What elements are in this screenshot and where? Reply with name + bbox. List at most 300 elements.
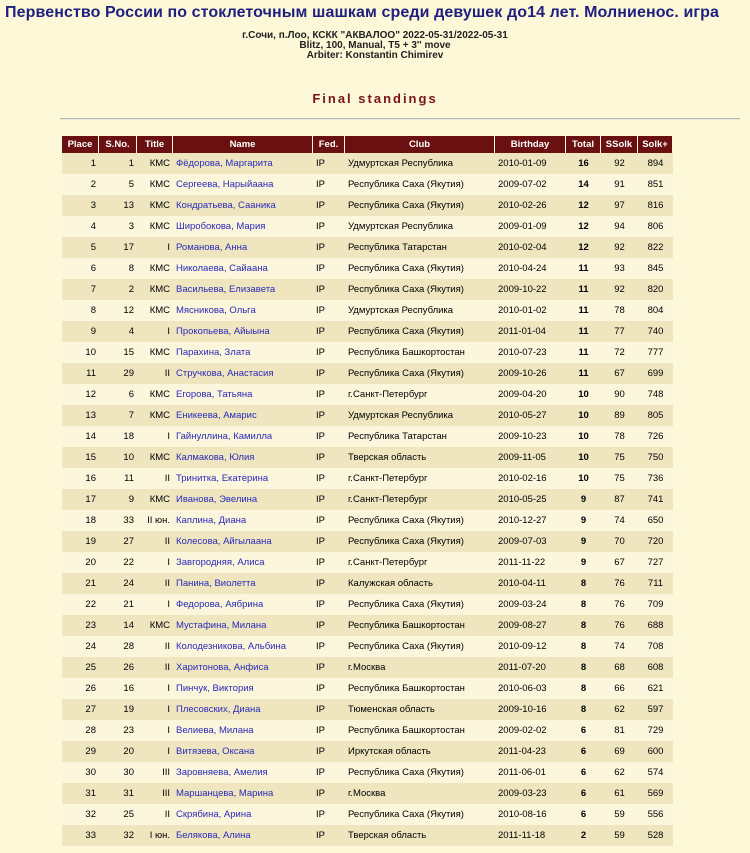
cell-solk-plus: 845 (638, 258, 673, 279)
cell-birthday: 2009-07-03 (495, 531, 566, 552)
cell-name (173, 195, 313, 216)
cell-solk-plus: 748 (638, 384, 673, 405)
cell-birthday: 2010-09-12 (495, 636, 566, 657)
location-line: г.Сочи, п.Лоо, КСКК "АКВАЛОО" 2022-05-31/2022-05-31 (242, 30, 508, 41)
section-heading: Final standings (312, 91, 438, 106)
cell-ssolk: 89 (601, 405, 638, 426)
table-row (62, 300, 673, 321)
cell-birthday: 2011-07-20 (495, 657, 566, 678)
col-birthday[interactable]: Birthday (495, 136, 566, 153)
cell-name (173, 174, 313, 195)
cell-club: Тюменская область (345, 699, 495, 720)
cell-fed: IP (313, 300, 345, 321)
player-name-link[interactable]: Николаева, Сайаана (176, 263, 268, 274)
cell-sno: 8 (99, 258, 137, 279)
cell-total: 8 (566, 678, 601, 699)
divider (60, 118, 740, 120)
cell-name (173, 741, 313, 762)
cell-solk-plus: 708 (638, 636, 673, 657)
cell-title: КМС (137, 216, 173, 237)
table-row (62, 657, 673, 678)
cell-place: 16 (62, 468, 99, 489)
cell-name (173, 531, 313, 552)
cell-club: Тверская область (345, 447, 495, 468)
cell-fed: IP (313, 594, 345, 615)
cell-club: Удмуртская Республика (345, 153, 495, 174)
cell-ssolk: 68 (601, 657, 638, 678)
cell-total: 12 (566, 237, 601, 258)
cell-title: II (137, 363, 173, 384)
cell-name (173, 237, 313, 258)
col-place[interactable]: Place (62, 136, 99, 153)
cell-ssolk: 78 (601, 426, 638, 447)
cell-title: КМС (137, 447, 173, 468)
cell-place: 10 (62, 342, 99, 363)
player-name-link[interactable]: Прокопьева, Айыына (176, 326, 270, 337)
player-name-link[interactable]: Заровняева, Амелия (176, 767, 268, 778)
cell-ssolk: 74 (601, 510, 638, 531)
cell-birthday: 2010-12-27 (495, 510, 566, 531)
cell-club: Удмуртская Республика (345, 216, 495, 237)
cell-fed: IP (313, 384, 345, 405)
cell-birthday: 2010-05-27 (495, 405, 566, 426)
cell-club: Республика Саха (Якутия) (345, 594, 495, 615)
col-sno[interactable]: S.No. (99, 136, 137, 153)
cell-title: КМС (137, 615, 173, 636)
cell-fed: IP (313, 573, 345, 594)
table-row (62, 468, 673, 489)
cell-birthday: 2010-01-09 (495, 153, 566, 174)
cell-solk-plus: 727 (638, 552, 673, 573)
cell-solk-plus: 608 (638, 657, 673, 678)
cell-title: II (137, 657, 173, 678)
cell-ssolk: 70 (601, 531, 638, 552)
cell-sno: 25 (99, 804, 137, 825)
player-name-link[interactable]: Белякова, Алина (176, 830, 251, 841)
cell-sno: 21 (99, 594, 137, 615)
player-name-link[interactable]: Егорова, Татьяна (176, 389, 253, 400)
cell-place: 32 (62, 804, 99, 825)
cell-title: II (137, 468, 173, 489)
cell-fed: IP (313, 258, 345, 279)
cell-total: 6 (566, 804, 601, 825)
cell-club: Республика Саха (Якутия) (345, 531, 495, 552)
cell-solk-plus: 740 (638, 321, 673, 342)
cell-fed: IP (313, 636, 345, 657)
player-name-link[interactable]: Васильева, Елизавета (176, 284, 276, 295)
table-row (62, 594, 673, 615)
cell-sno: 14 (99, 615, 137, 636)
cell-place: 24 (62, 636, 99, 657)
cell-birthday: 2010-04-11 (495, 573, 566, 594)
cell-title: I (137, 741, 173, 762)
cell-sno: 13 (99, 195, 137, 216)
cell-birthday: 2009-10-16 (495, 699, 566, 720)
cell-total: 8 (566, 636, 601, 657)
player-name-link[interactable]: Широбокова, Мария (176, 221, 266, 232)
cell-club: Республика Башкортостан (345, 678, 495, 699)
col-fed[interactable]: Fed. (313, 136, 345, 153)
cell-solk-plus: 805 (638, 405, 673, 426)
table-row (62, 699, 673, 720)
cell-club: Удмуртская Республика (345, 300, 495, 321)
table-row (62, 741, 673, 762)
cell-solk-plus: 709 (638, 594, 673, 615)
cell-fed: IP (313, 405, 345, 426)
cell-birthday: 2011-11-18 (495, 825, 566, 846)
cell-birthday: 2009-07-02 (495, 174, 566, 195)
cell-birthday: 2009-04-20 (495, 384, 566, 405)
player-name-link[interactable]: Романова, Анна (176, 242, 248, 253)
cell-name (173, 258, 313, 279)
cell-birthday: 2010-02-04 (495, 237, 566, 258)
cell-fed: IP (313, 468, 345, 489)
cell-ssolk: 92 (601, 237, 638, 258)
cell-birthday: 2009-03-24 (495, 594, 566, 615)
cell-ssolk: 72 (601, 342, 638, 363)
table-row (62, 363, 673, 384)
cell-birthday: 2009-08-27 (495, 615, 566, 636)
cell-birthday: 2011-01-04 (495, 321, 566, 342)
cell-birthday: 2010-01-02 (495, 300, 566, 321)
cell-ssolk: 81 (601, 720, 638, 741)
cell-ssolk: 75 (601, 447, 638, 468)
table-row (62, 237, 673, 258)
cell-sno: 16 (99, 678, 137, 699)
cell-place: 26 (62, 678, 99, 699)
cell-name (173, 615, 313, 636)
cell-fed: IP (313, 657, 345, 678)
cell-title: I (137, 426, 173, 447)
cell-total: 16 (566, 153, 601, 174)
cell-sno: 27 (99, 531, 137, 552)
player-name-link[interactable]: Тринитка, Екатерина (176, 473, 269, 484)
cell-club: Республика Татарстан (345, 426, 495, 447)
player-name-link[interactable]: Харитонова, Анфиса (176, 662, 269, 673)
cell-name (173, 552, 313, 573)
cell-total: 9 (566, 510, 601, 531)
cell-fed: IP (313, 426, 345, 447)
player-name-link[interactable]: Каплина, Диана (176, 515, 247, 526)
cell-title: III (137, 762, 173, 783)
player-name-link[interactable]: Пинчук, Виктория (176, 683, 254, 694)
cell-club: Республика Саха (Якутия) (345, 510, 495, 531)
cell-place: 21 (62, 573, 99, 594)
player-name-link[interactable]: Завгородняя, Алиса (176, 557, 265, 568)
cell-fed: IP (313, 153, 345, 174)
cell-sno: 6 (99, 384, 137, 405)
table-row (62, 258, 673, 279)
cell-total: 6 (566, 762, 601, 783)
cell-fed: IP (313, 216, 345, 237)
cell-place: 25 (62, 657, 99, 678)
cell-sno: 11 (99, 468, 137, 489)
cell-sno: 19 (99, 699, 137, 720)
cell-name (173, 363, 313, 384)
table-row (62, 426, 673, 447)
cell-ssolk: 67 (601, 552, 638, 573)
cell-total: 11 (566, 258, 601, 279)
cell-fed: IP (313, 678, 345, 699)
cell-place: 22 (62, 594, 99, 615)
cell-solk-plus: 822 (638, 237, 673, 258)
cell-sno: 17 (99, 237, 137, 258)
cell-title: I (137, 720, 173, 741)
player-name-link[interactable]: Парахина, Злата (176, 347, 251, 358)
cell-club: Республика Башкортостан (345, 342, 495, 363)
cell-title: I (137, 594, 173, 615)
cell-birthday: 2009-10-22 (495, 279, 566, 300)
player-name-link[interactable]: Колодезникова, Альбина (176, 641, 287, 652)
cell-solk-plus: 720 (638, 531, 673, 552)
cell-sno: 32 (99, 825, 137, 846)
cell-fed: IP (313, 783, 345, 804)
cell-solk-plus: 600 (638, 741, 673, 762)
cell-place: 3 (62, 195, 99, 216)
player-name-link[interactable]: Маршанцева, Марина (176, 788, 274, 799)
player-name-link[interactable]: Иванова, Эвелина (176, 494, 258, 505)
cell-title: КМС (137, 174, 173, 195)
cell-club: Республика Саха (Якутия) (345, 762, 495, 783)
cell-title: I (137, 552, 173, 573)
col-title[interactable]: Title (137, 136, 173, 153)
player-name-link[interactable]: Мустафина, Милана (176, 620, 267, 631)
cell-place: 30 (62, 762, 99, 783)
cell-ssolk: 92 (601, 153, 638, 174)
cell-birthday: 2009-10-26 (495, 363, 566, 384)
cell-fed: IP (313, 174, 345, 195)
table-row (62, 405, 673, 426)
cell-ssolk: 66 (601, 678, 638, 699)
cell-place: 4 (62, 216, 99, 237)
cell-club: г.Санкт-Петербург (345, 489, 495, 510)
cell-birthday: 2009-01-09 (495, 216, 566, 237)
cell-fed: IP (313, 804, 345, 825)
cell-birthday: 2010-05-25 (495, 489, 566, 510)
cell-name (173, 636, 313, 657)
player-name-link[interactable]: Еникеева, Амарис (176, 410, 257, 421)
cell-name (173, 510, 313, 531)
player-name-link[interactable]: Калмакова, Юлия (176, 452, 255, 463)
cell-sno: 24 (99, 573, 137, 594)
cell-title: I юн. (137, 825, 173, 846)
table-row (62, 762, 673, 783)
cell-name (173, 699, 313, 720)
cell-sno: 31 (99, 783, 137, 804)
cell-fed: IP (313, 741, 345, 762)
cell-place: 33 (62, 825, 99, 846)
cell-ssolk: 67 (601, 363, 638, 384)
cell-name (173, 321, 313, 342)
cell-title: III (137, 783, 173, 804)
cell-place: 12 (62, 384, 99, 405)
cell-place: 11 (62, 363, 99, 384)
player-name-link[interactable]: Плесовских, Диана (176, 704, 261, 715)
cell-title: II (137, 531, 173, 552)
cell-total: 12 (566, 216, 601, 237)
cell-place: 5 (62, 237, 99, 258)
cell-solk-plus: 597 (638, 699, 673, 720)
cell-title: КМС (137, 195, 173, 216)
cell-place: 31 (62, 783, 99, 804)
cell-place: 23 (62, 615, 99, 636)
table-row (62, 636, 673, 657)
cell-title: КМС (137, 489, 173, 510)
table-row (62, 342, 673, 363)
col-total[interactable]: Total (566, 136, 601, 153)
player-name-link[interactable]: Скрябина, Арина (176, 809, 252, 820)
cell-total: 10 (566, 447, 601, 468)
cell-ssolk: 61 (601, 783, 638, 804)
cell-total: 11 (566, 342, 601, 363)
standings-body (62, 153, 673, 846)
player-name-link[interactable]: Кондратьева, Сааника (176, 200, 276, 211)
cell-total: 8 (566, 657, 601, 678)
cell-sno: 7 (99, 405, 137, 426)
cell-sno: 15 (99, 342, 137, 363)
cell-sno: 4 (99, 321, 137, 342)
cell-club: Республика Саха (Якутия) (345, 321, 495, 342)
cell-title: I (137, 678, 173, 699)
cell-title: КМС (137, 153, 173, 174)
player-name-link[interactable]: Колесова, Айгылаана (176, 536, 272, 547)
standings-table (62, 136, 673, 846)
player-name-link[interactable]: Велиева, Милана (176, 725, 254, 736)
cell-club: Республика Саха (Якутия) (345, 258, 495, 279)
cell-club: г.Москва (345, 783, 495, 804)
cell-total: 9 (566, 489, 601, 510)
player-name-link[interactable]: Витязева, Оксана (176, 746, 255, 757)
cell-title: КМС (137, 405, 173, 426)
player-name-link[interactable]: Сергеева, Нарыйаана (176, 179, 274, 190)
cell-ssolk: 92 (601, 279, 638, 300)
cell-total: 11 (566, 279, 601, 300)
cell-solk-plus: 699 (638, 363, 673, 384)
cell-ssolk: 76 (601, 573, 638, 594)
cell-ssolk: 76 (601, 615, 638, 636)
cell-ssolk: 90 (601, 384, 638, 405)
cell-title: II юн. (137, 510, 173, 531)
cell-solk-plus: 736 (638, 468, 673, 489)
cell-place: 20 (62, 552, 99, 573)
cell-ssolk: 59 (601, 825, 638, 846)
cell-fed: IP (313, 720, 345, 741)
cell-club: Республика Саха (Якутия) (345, 195, 495, 216)
cell-solk-plus: 750 (638, 447, 673, 468)
cell-solk-plus: 528 (638, 825, 673, 846)
cell-solk-plus: 726 (638, 426, 673, 447)
cell-sno: 20 (99, 741, 137, 762)
cell-total: 10 (566, 405, 601, 426)
cell-birthday: 2011-04-23 (495, 741, 566, 762)
cell-club: Калужская область (345, 573, 495, 594)
cell-title: II (137, 636, 173, 657)
cell-total: 8 (566, 594, 601, 615)
cell-total: 11 (566, 300, 601, 321)
table-row (62, 216, 673, 237)
cell-place: 15 (62, 447, 99, 468)
cell-name (173, 489, 313, 510)
cell-title: II (137, 804, 173, 825)
cell-club: Республика Саха (Якутия) (345, 363, 495, 384)
col-club[interactable]: Club (345, 136, 495, 153)
cell-title: КМС (137, 258, 173, 279)
cell-fed: IP (313, 615, 345, 636)
cell-place: 28 (62, 720, 99, 741)
cell-solk-plus: 806 (638, 216, 673, 237)
cell-total: 9 (566, 552, 601, 573)
table-row (62, 153, 673, 174)
table-row (62, 174, 673, 195)
cell-fed: IP (313, 195, 345, 216)
cell-sno: 23 (99, 720, 137, 741)
cell-name (173, 342, 313, 363)
cell-sno: 29 (99, 363, 137, 384)
cell-ssolk: 75 (601, 468, 638, 489)
cell-solk-plus: 650 (638, 510, 673, 531)
player-name-link[interactable]: Фёдорова, Маргарита (176, 158, 273, 169)
cell-ssolk: 91 (601, 174, 638, 195)
cell-solk-plus: 804 (638, 300, 673, 321)
cell-ssolk: 77 (601, 321, 638, 342)
col-solk-plus[interactable]: Solk+ (638, 136, 673, 153)
player-name-link[interactable]: Федорова, Аябрина (176, 599, 264, 610)
cell-name (173, 279, 313, 300)
cell-name (173, 405, 313, 426)
cell-fed: IP (313, 699, 345, 720)
cell-ssolk: 59 (601, 804, 638, 825)
cell-total: 8 (566, 699, 601, 720)
cell-birthday: 2009-02-02 (495, 720, 566, 741)
arbiter-line: Arbiter: Konstantin Chimirev (306, 50, 444, 61)
cell-sno: 33 (99, 510, 137, 531)
cell-ssolk: 87 (601, 489, 638, 510)
cell-name (173, 300, 313, 321)
cell-ssolk: 97 (601, 195, 638, 216)
cell-solk-plus: 621 (638, 678, 673, 699)
cell-club: г.Санкт-Петербург (345, 552, 495, 573)
cell-fed: IP (313, 531, 345, 552)
table-row (62, 678, 673, 699)
table-row (62, 489, 673, 510)
cell-solk-plus: 741 (638, 489, 673, 510)
cell-birthday: 2010-08-16 (495, 804, 566, 825)
page-title: Первенство России по стоклеточным шашкам среди девушек до14 лет. Молниенос. игра (5, 4, 720, 21)
player-name-link[interactable]: Мясникова, Ольга (176, 305, 256, 316)
col-name[interactable]: Name (173, 136, 313, 153)
cell-solk-plus: 820 (638, 279, 673, 300)
cell-total: 11 (566, 321, 601, 342)
cell-total: 10 (566, 468, 601, 489)
cell-name (173, 573, 313, 594)
player-name-link[interactable]: Гайнуллина, Камилла (176, 431, 273, 442)
table-row (62, 510, 673, 531)
col-ssolk[interactable]: SSolk (601, 136, 638, 153)
table-row (62, 615, 673, 636)
cell-sno: 9 (99, 489, 137, 510)
player-name-link[interactable]: Панина, Виолетта (176, 578, 256, 589)
cell-birthday: 2011-06-01 (495, 762, 566, 783)
cell-title: КМС (137, 342, 173, 363)
cell-birthday: 2009-03-23 (495, 783, 566, 804)
player-name-link[interactable]: Стручкова, Анастасия (176, 368, 274, 379)
cell-title: I (137, 237, 173, 258)
cell-total: 9 (566, 531, 601, 552)
cell-total: 10 (566, 426, 601, 447)
cell-name (173, 720, 313, 741)
cell-name (173, 153, 313, 174)
cell-ssolk: 78 (601, 300, 638, 321)
